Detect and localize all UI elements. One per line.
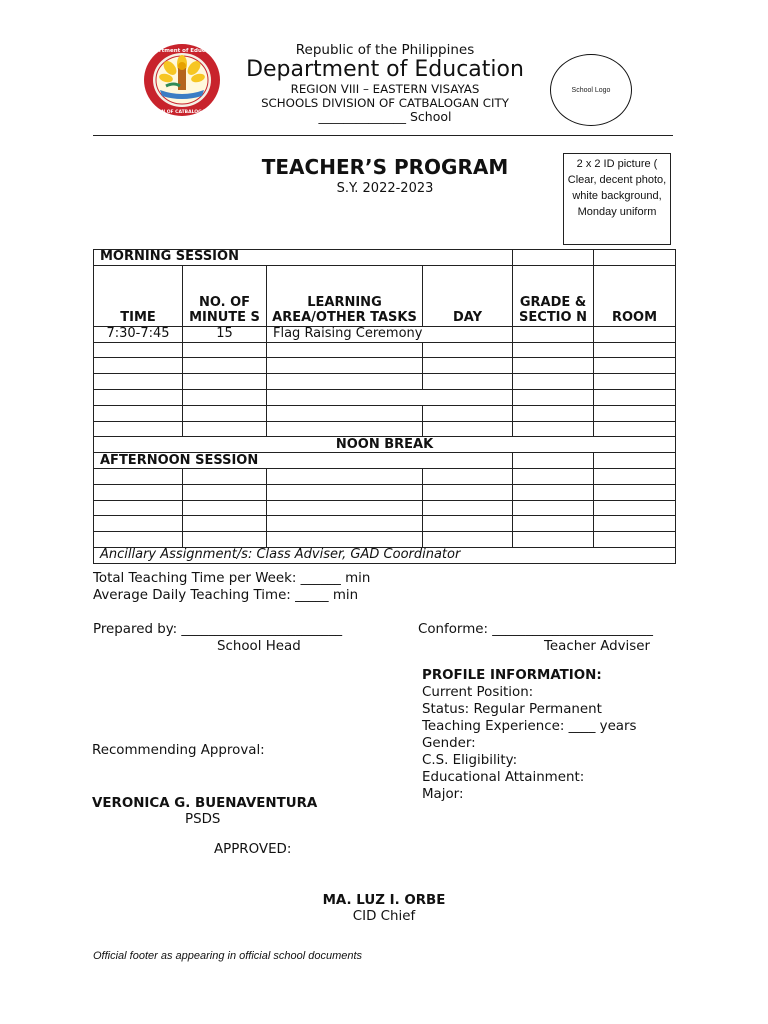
column-header-time: TIME bbox=[94, 265, 183, 326]
learning-area-cell[interactable] bbox=[267, 468, 423, 484]
division-line: SCHOOLS DIVISION OF CATBALOGAN CITY bbox=[261, 96, 509, 110]
recommender-role: PSDS bbox=[185, 812, 221, 827]
day-cell[interactable] bbox=[423, 516, 513, 532]
learning-area-cell[interactable] bbox=[267, 358, 423, 374]
table-row bbox=[94, 532, 676, 548]
table-row bbox=[94, 358, 676, 374]
blank-cell bbox=[594, 453, 676, 469]
time-cell[interactable] bbox=[94, 358, 183, 374]
blank-cell bbox=[594, 250, 676, 266]
afternoon-session-row bbox=[94, 453, 676, 469]
approver-name: MA. LUZ I. ORBE bbox=[322, 893, 446, 908]
afternoon-session-label: AFTERNOON SESSION bbox=[94, 453, 513, 469]
profile-information bbox=[422, 667, 637, 803]
time-cell[interactable] bbox=[94, 342, 183, 358]
average-daily-time: Average Daily Teaching Time: _____ min bbox=[93, 588, 359, 603]
day-cell[interactable] bbox=[423, 358, 513, 374]
letterhead bbox=[230, 42, 540, 124]
room-cell[interactable] bbox=[594, 468, 676, 484]
profile-major: Major: bbox=[422, 787, 464, 802]
room-cell[interactable] bbox=[594, 516, 676, 532]
profile-educational-attainment: Educational Attainment: bbox=[422, 770, 585, 785]
morning-session-row bbox=[94, 250, 676, 266]
table-row bbox=[94, 421, 676, 437]
blank-cell bbox=[513, 453, 594, 469]
minutes-cell[interactable] bbox=[183, 532, 267, 548]
ancillary-row bbox=[94, 547, 676, 563]
learning-area-cell[interactable] bbox=[267, 500, 423, 516]
column-header-row bbox=[94, 265, 676, 326]
noon-break-row bbox=[94, 437, 676, 453]
recommender-name: VERONICA G. BUENAVENTURA bbox=[92, 796, 318, 811]
svg-text:Department of Education: Department of Education bbox=[142, 48, 222, 54]
grade-section-cell[interactable] bbox=[513, 389, 594, 405]
time-cell[interactable] bbox=[94, 532, 183, 548]
minutes-cell[interactable] bbox=[183, 516, 267, 532]
grade-section-cell[interactable] bbox=[513, 358, 594, 374]
teacher-program-table bbox=[93, 249, 676, 564]
time-cell[interactable] bbox=[94, 484, 183, 500]
day-cell[interactable] bbox=[423, 468, 513, 484]
table-row bbox=[94, 374, 676, 390]
minutes-cell[interactable] bbox=[183, 389, 267, 405]
time-cell[interactable]: 7:30-7:45 bbox=[94, 326, 183, 342]
school-name-line: ______________ School bbox=[318, 109, 452, 124]
table-row bbox=[94, 389, 676, 405]
conforme-role: Teacher Adviser bbox=[544, 639, 650, 654]
time-cell[interactable] bbox=[94, 389, 183, 405]
header-divider bbox=[93, 135, 673, 136]
learning-area-cell[interactable] bbox=[267, 532, 423, 548]
room-cell[interactable] bbox=[594, 374, 676, 390]
morning-session-label: MORNING SESSION bbox=[94, 250, 513, 266]
table-row bbox=[94, 405, 676, 421]
recommending-approval-label: Recommending Approval: bbox=[92, 743, 265, 758]
republic-line: Republic of the Philippines bbox=[295, 42, 475, 58]
approver-role: CID Chief bbox=[352, 909, 416, 924]
day-cell[interactable] bbox=[423, 374, 513, 390]
day-cell[interactable] bbox=[423, 405, 513, 421]
department-name: Department of Education bbox=[246, 57, 524, 82]
room-cell[interactable] bbox=[594, 484, 676, 500]
table-row bbox=[94, 342, 676, 358]
region-line: REGION VIII – EASTERN VISAYAS bbox=[290, 82, 480, 96]
learning-area-cell[interactable]: Flag Raising Ceremony bbox=[267, 326, 513, 342]
profile-status: Status: Regular Permanent bbox=[422, 702, 602, 717]
profile-heading: PROFILE INFORMATION: bbox=[422, 668, 602, 683]
blank-cell bbox=[513, 250, 594, 266]
table-row bbox=[94, 500, 676, 516]
official-footer-note: Official footer as appearing in official school documents bbox=[93, 950, 363, 962]
room-cell[interactable] bbox=[594, 358, 676, 374]
id-picture-placeholder: 2 x 2 ID picture ( Clear, decent photo, white background, Monday uniform bbox=[563, 153, 671, 245]
page-title: TEACHER’S PROGRAM bbox=[261, 155, 509, 179]
room-cell[interactable] bbox=[594, 532, 676, 548]
deped-seal-icon bbox=[142, 42, 224, 118]
minutes-cell[interactable] bbox=[183, 468, 267, 484]
day-cell[interactable] bbox=[423, 532, 513, 548]
learning-area-cell[interactable] bbox=[267, 421, 423, 437]
grade-section-cell[interactable] bbox=[513, 532, 594, 548]
svg-text:DIVISION OF CATBALOGAN CITY: DIVISION OF CATBALOGAN CITY bbox=[142, 110, 222, 115]
prepared-by-line: Prepared by: ________________________ bbox=[93, 622, 343, 637]
school-logo-label: School Logo bbox=[571, 86, 611, 94]
room-cell[interactable] bbox=[594, 421, 676, 437]
room-cell[interactable] bbox=[594, 389, 676, 405]
column-header-room: ROOM bbox=[594, 265, 676, 326]
time-cell[interactable] bbox=[94, 405, 183, 421]
ancillary-assignments: Ancillary Assignment/s: Class Adviser, GAD Coordinator bbox=[94, 547, 676, 563]
room-cell[interactable] bbox=[594, 342, 676, 358]
column-header-grade-section: GRADE & SECTIO N bbox=[513, 265, 594, 326]
grade-section-cell[interactable] bbox=[513, 342, 594, 358]
grade-section-cell[interactable] bbox=[513, 516, 594, 532]
day-cell[interactable] bbox=[423, 500, 513, 516]
grade-section-cell[interactable] bbox=[513, 484, 594, 500]
learning-area-cell[interactable] bbox=[267, 342, 423, 358]
day-cell[interactable] bbox=[423, 342, 513, 358]
school-year: S.Y. 2022-2023 bbox=[336, 181, 434, 196]
learning-area-cell[interactable] bbox=[267, 374, 423, 390]
profile-current-position: Current Position: bbox=[422, 685, 534, 700]
column-header-day: DAY bbox=[423, 265, 513, 326]
day-cell[interactable] bbox=[423, 421, 513, 437]
grade-section-cell[interactable] bbox=[513, 421, 594, 437]
minutes-cell[interactable]: 15 bbox=[183, 326, 267, 342]
time-cell[interactable] bbox=[94, 468, 183, 484]
grade-section-cell[interactable] bbox=[513, 500, 594, 516]
room-cell[interactable] bbox=[594, 500, 676, 516]
profile-teaching-experience: Teaching Experience: ____ years bbox=[422, 719, 637, 734]
table-row bbox=[94, 468, 676, 484]
profile-gender: Gender: bbox=[422, 736, 476, 751]
prepared-by-role: School Head bbox=[217, 639, 301, 654]
grade-section-cell[interactable] bbox=[513, 374, 594, 390]
grade-section-cell[interactable] bbox=[513, 468, 594, 484]
day-cell[interactable] bbox=[423, 484, 513, 500]
approved-label: APPROVED: bbox=[214, 842, 292, 857]
table-row bbox=[94, 516, 676, 532]
minutes-cell[interactable] bbox=[183, 374, 267, 390]
learning-area-cell[interactable] bbox=[267, 516, 423, 532]
minutes-cell[interactable] bbox=[183, 421, 267, 437]
learning-area-cell[interactable] bbox=[267, 389, 513, 405]
time-cell[interactable] bbox=[94, 500, 183, 516]
time-cell[interactable] bbox=[94, 516, 183, 532]
room-cell[interactable] bbox=[594, 405, 676, 421]
learning-area-cell[interactable] bbox=[267, 484, 423, 500]
minutes-cell[interactable] bbox=[183, 358, 267, 374]
grade-section-cell[interactable] bbox=[513, 405, 594, 421]
noon-break-label: NOON BREAK bbox=[94, 437, 676, 453]
room-cell[interactable] bbox=[594, 326, 676, 342]
minutes-cell[interactable] bbox=[183, 484, 267, 500]
minutes-cell[interactable] bbox=[183, 405, 267, 421]
table-row bbox=[94, 326, 676, 342]
conforme-line: Conforme: ________________________ bbox=[418, 622, 653, 637]
grade-section-cell[interactable] bbox=[513, 326, 594, 342]
time-cell[interactable] bbox=[94, 374, 183, 390]
school-logo-placeholder bbox=[550, 54, 632, 126]
profile-cs-eligibility: C.S. Eligibility: bbox=[422, 753, 518, 768]
column-header-minutes: NO. OF MINUTE S bbox=[183, 265, 267, 326]
table-row bbox=[94, 484, 676, 500]
total-weekly-time: Total Teaching Time per Week: ______ min bbox=[93, 571, 371, 586]
column-header-learning-area: LEARNING AREA/OTHER TASKS bbox=[267, 265, 423, 326]
minutes-cell[interactable] bbox=[183, 342, 267, 358]
time-cell[interactable] bbox=[94, 421, 183, 437]
minutes-cell[interactable] bbox=[183, 500, 267, 516]
learning-area-cell[interactable] bbox=[267, 405, 423, 421]
